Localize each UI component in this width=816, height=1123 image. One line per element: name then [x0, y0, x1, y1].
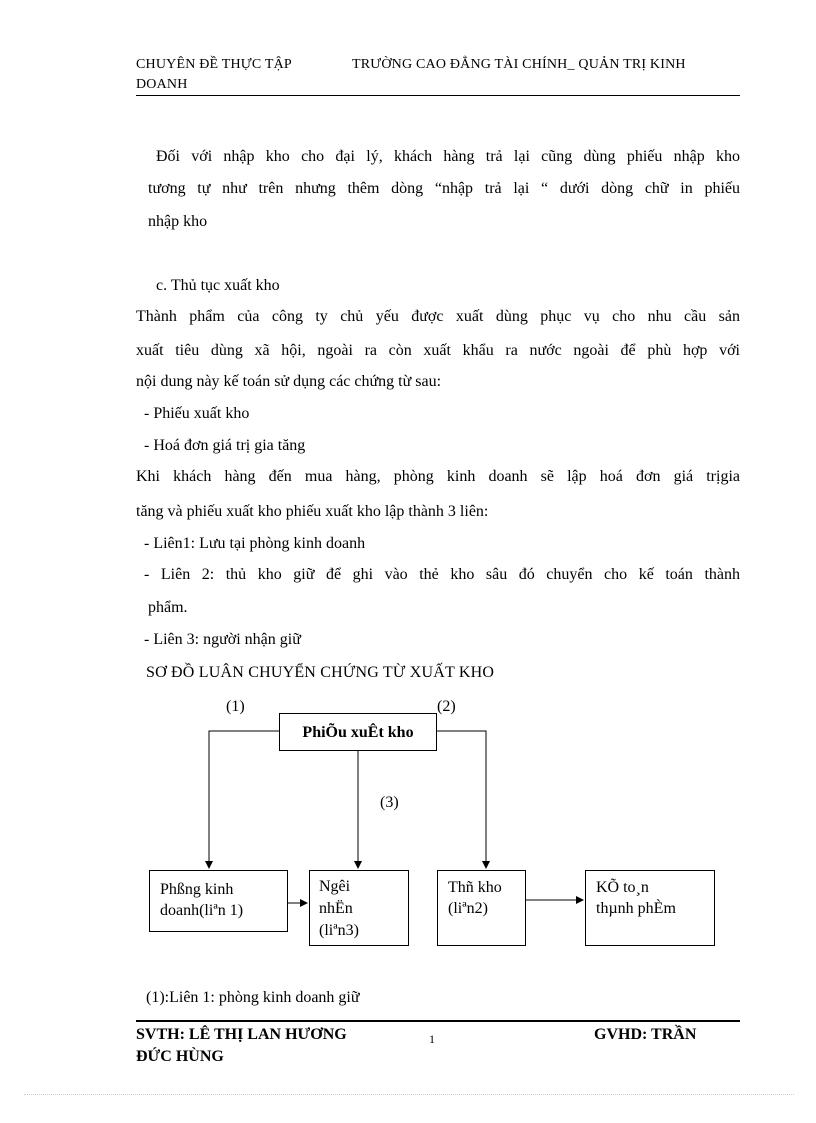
bullet-hoa-don: - Hoá đơn giá trị gia tăng — [144, 437, 306, 454]
box-a-line1: Phßng kinh — [160, 881, 234, 898]
para3-line2: tăng và phiếu xuất kho phiếu xuất kho lập thành 3 liên: — [136, 503, 489, 520]
label-1: (1) — [226, 698, 245, 715]
header-left-line2: DOANH — [136, 77, 188, 92]
header-left-line1: CHUYÊN ĐỀ THỰC TẬP — [136, 57, 292, 72]
lien3-text: - Liên 3: người nhận giữ — [144, 631, 301, 648]
box-phieu-xuat-kho-label: PhiÕu xuÊt kho — [302, 724, 414, 741]
diagram-title: SƠ ĐỒ LUÂN CHUYỂN CHỨNG TỪ XUẤT KHO — [146, 664, 495, 681]
footer-rule — [136, 1020, 740, 1022]
box-c-line1: Thñ kho — [448, 879, 502, 896]
lien2-line2: phẩm. — [148, 599, 188, 616]
box-ke-toan-thanh-pham — [585, 870, 715, 946]
section-heading: c. Thủ tục xuất kho — [156, 277, 280, 294]
box-thu-kho — [437, 870, 526, 946]
box-a-line2: doanh(liªn 1) — [160, 902, 244, 919]
label-3: (3) — [380, 794, 399, 811]
note-lien-1: (1):Liên 1: phòng kinh doanh giữ — [146, 989, 360, 1006]
lien1-text: - Liên1: Lưu tại phòng kinh doanh — [144, 535, 366, 552]
header-right: TRƯỜNG CAO ĐẲNG TÀI CHÍNH_ QUẢN TRỊ KINH — [352, 57, 686, 72]
para2-line2: xuất tiêu dùng xã hội, ngoài ra còn xuất khẩu ra nước ngoài để phù hợp với — [136, 342, 740, 359]
lien2-line1: - Liên 2: thủ kho giữ để ghi vào thẻ kho sâu đó chuyển cho kế toán thành — [144, 566, 740, 583]
para1-line2: tương tự như trên nhưng thêm dòng “nhập trả lại “ dưới dòng chữ in phiếu — [148, 180, 740, 197]
page-bottom-dotted-line — [24, 1094, 794, 1095]
footer-left-line2: ĐỨC HÙNG — [136, 1048, 224, 1065]
footer-left-line1: SVTH: LÊ THỊ LAN HƯƠNG — [136, 1026, 347, 1043]
para2-line1: Thành phẩm của công ty chủ yếu được xuất dùng phục vụ cho nhu cầu sản — [136, 308, 740, 325]
box-d-line1: KÕ to¸n — [596, 879, 649, 896]
footer-right: GVHD: TRẦN — [594, 1026, 697, 1043]
arrow-2-line — [437, 731, 486, 868]
box-c-line2: (liªn2) — [448, 900, 488, 917]
box-nguoi-nhan — [309, 870, 409, 946]
box-phong-kinh-doanh — [149, 870, 288, 932]
box-b-line2: nhËn — [319, 900, 353, 917]
para1-line3: nhập kho — [148, 213, 208, 230]
box-phieu-xuat-kho — [279, 713, 437, 751]
page-number: 1 — [429, 1032, 435, 1046]
box-d-line2: thµnh phÈm — [596, 900, 676, 917]
para2-line3: nội dung này kế toán sử dụng các chứng từ sau: — [136, 373, 442, 390]
para1-line1: Đối với nhập kho cho đại lý, khách hàng trả lại cũng dùng phiếu nhập kho — [156, 148, 740, 165]
bullet-phieu-xuat-kho: - Phiếu xuất kho — [144, 405, 250, 422]
para3-line1: Khi khách hàng đến mua hàng, phòng kinh doanh sẽ lập hoá đơn giá trịgia — [136, 468, 740, 485]
box-b-line1: Ngêi — [319, 878, 351, 895]
box-b-line3: (liªn3) — [319, 922, 359, 939]
arrow-1-line — [209, 731, 279, 868]
label-2: (2) — [437, 698, 456, 715]
